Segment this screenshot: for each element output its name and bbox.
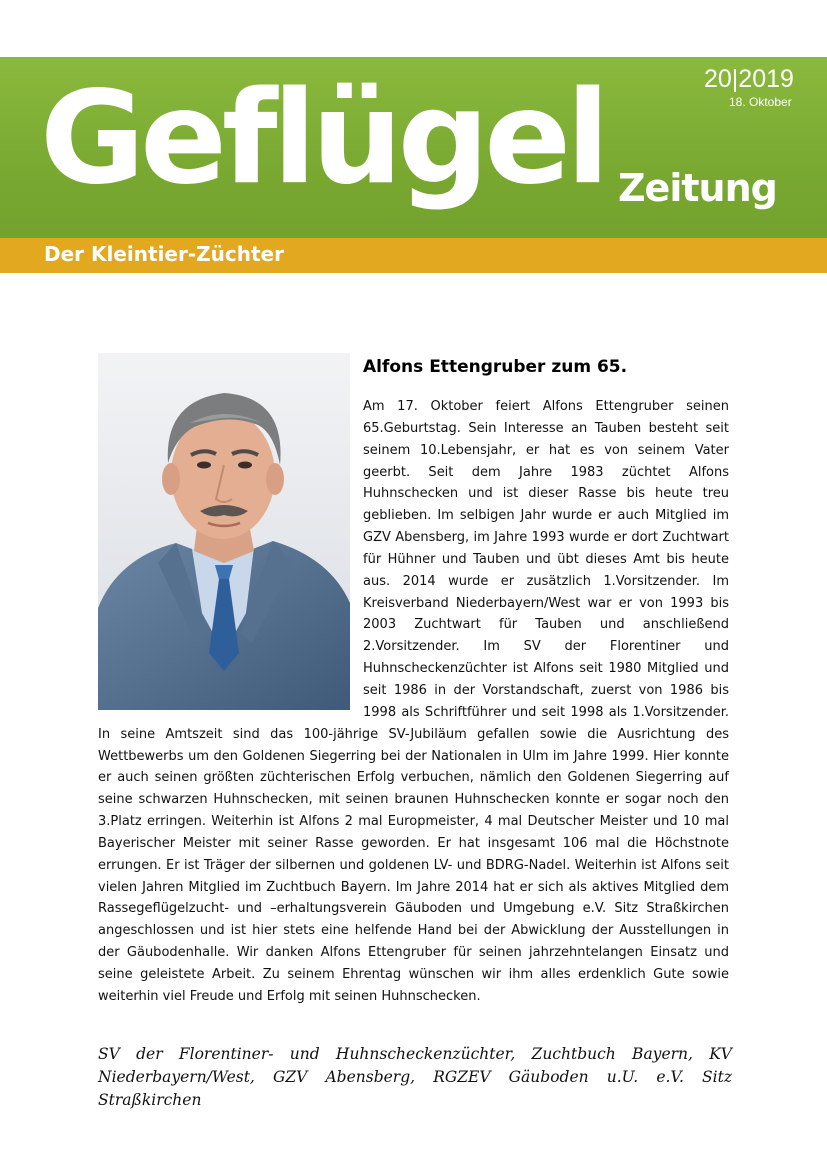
issue-date: 18. Oktober xyxy=(729,95,792,109)
issue-number: 20|2019 xyxy=(704,65,794,93)
masthead-subtitle: Zeitung xyxy=(618,166,777,210)
article-body-container xyxy=(98,396,729,1008)
masthead-banner xyxy=(0,57,827,273)
masthead-title: Geflügel xyxy=(40,64,605,213)
signature-block: SV der Florentiner- und Huhnscheckenzüchter, Zuchtbuch Bayern, KV Niederbayern/West, GZV Abensberg, RGZEV Gäuboden u.U. e.V. Sitz Straßkirchen xyxy=(98,1045,732,1109)
article-title: Alfons Ettengruber zum 65. xyxy=(363,357,628,377)
article-body-text: Am 17. Oktober feiert Alfons Ettengruber seinen 65.Geburtstag. Sein Interesse an Tauben besteht seit seinem 10.Lebensjahr, er hat es von seinem Vater geerbt. Seit dem Jahre 1983 züchtet Alfons Huhnschecken und ist dieser Rasse bis heute treu geblieben. Im selbigen Jahr wurde er auch Mitglied im GZV Abensberg, im Jahre 1993 wurde er dort Zuchtwart für Hühner und Tauben und übt dieses Amt bis heute aus. 2014 wurde er zusätzlich 1.Vorsitzender. Im Kreisverband Niederbayern/West war er von 1993 bis 2003 Zuchtwart für Tauben und anschließend 2.Vorsitzender. Im SV der Florentiner und Huhnscheckenzüchter ist Alfons seit 1980 Mitglied und seit 1986 in der Vorstandschaft, zuerst von 1986 bis 1998 als Schriftführer und seit 1998 als 1.Vorsitzender. In seine Amtszeit sind das 100-jährige SV-Jubiläum gefallen sowie die Ausrichtung des Wettbewerbs um den Goldenen Siegerring bei der Nationalen in Ulm im Jahre 1999. Hier konnte er auch seinen größten züchterischen Erfolg verbuchen, nämlich den Goldenen Siegerring auf seine schwarzen Huhnschecken, mit seinen braunen Huhnschecken konnte er sogar noch den 3.Platz erringen. Weiterhin ist Alfons 2 mal Europmeister, 4 mal Deutscher Meister und 10 mal Bayerischer Meister mit seiner Rasse geworden. Er hat insgesamt 106 mal die Höchstnote errungen. Er ist Träger der silbernen und goldenen LV- und BDRG-Nadel. Weiterhin ist Alfons seit vielen Jahren Mitglied im Zuchtbuch Bayern. Im Jahre 2014 hat er sich als aktives Mitglied dem Rassegeflügelzucht- und –erhaltungsverein Gäuboden und Umgebung e.V. Sitz Straßkirchen angeschlossen und ist hier stets eine helfende Hand bei der Abwicklung der Ausstellungen in der Gäubodenhalle. Wir danken Alfons Ettengruber für seinen jahrzehntelangen Einsatz und seine geleistete Arbeit. Zu seinem Ehrentag wünschen wir ihm alles erdenklich Gute sowie weiterhin viel Freude und Erfolg mit seinen Huhnschecken. xyxy=(98,399,729,1004)
photo-wrap-spacer xyxy=(98,396,363,714)
tagline-bar xyxy=(0,238,827,273)
tagline: Der Kleintier-Züchter xyxy=(44,242,284,266)
